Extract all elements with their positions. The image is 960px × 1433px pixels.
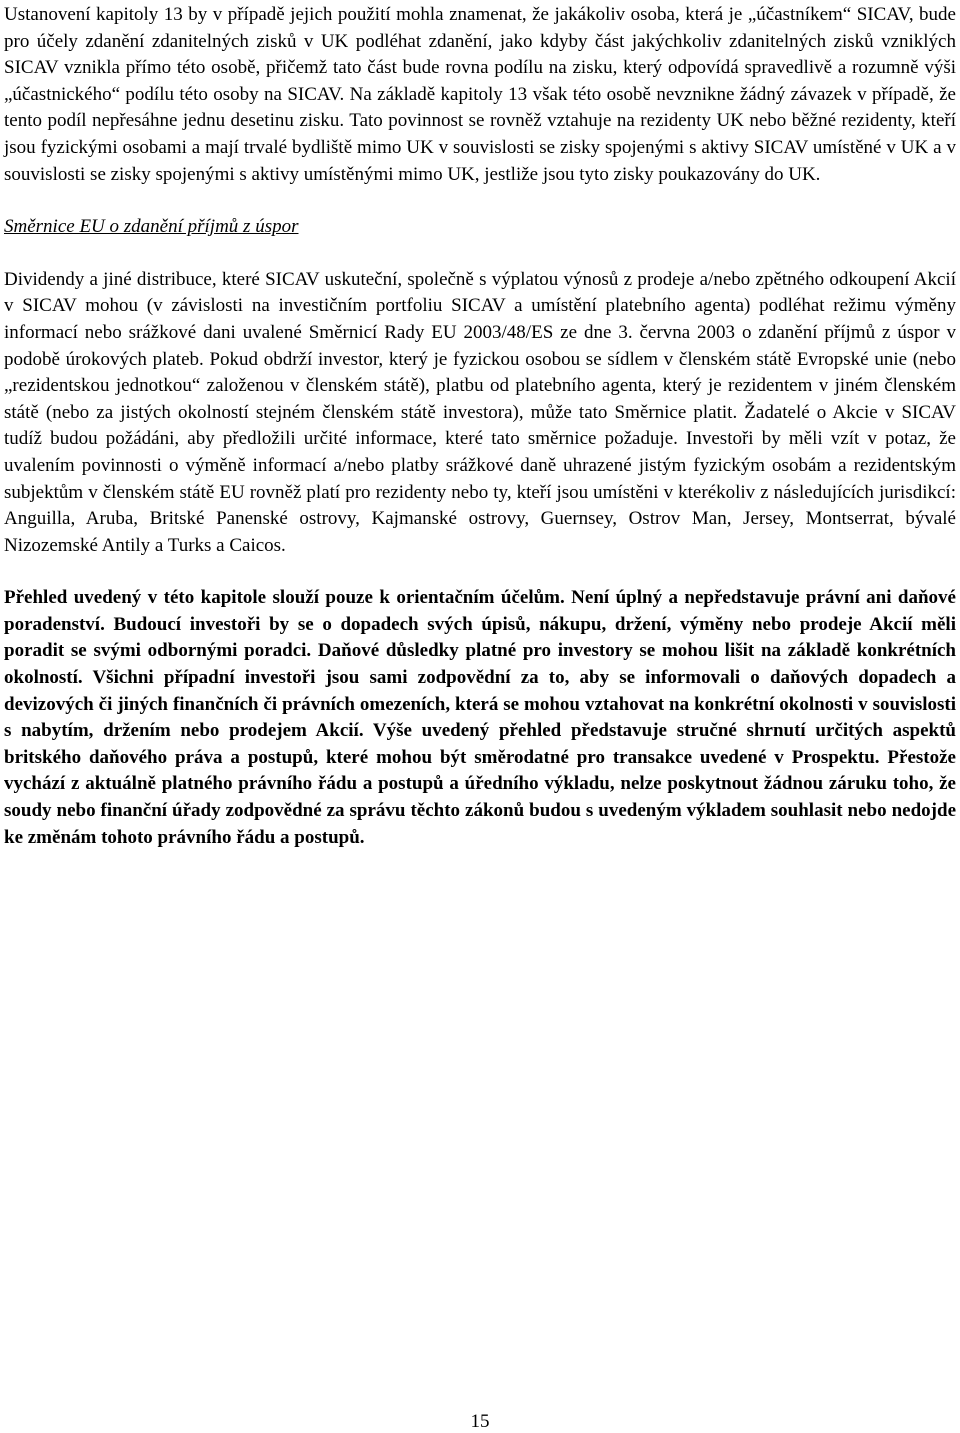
paragraph-disclaimer: Přehled uvedený v této kapitole slouží pouze k orientačním účelům. Není úplný a nepředstavuje právní ani daňové poradenství. Budoucí investoři by se o dopadech svých úpisů, nákupu, držení, výměny nebo prodeje Akcií měli poradit se svými odbornými poradci. Daňové důsledky platné pro investory se mohou lišit na základě konkrétních okolností. Všichni případní investoři jsou sami zodpovědní za to, aby se informovali o daňových dopadech a devizových či jiných finančních či právních omezeních, která se mohou vztahovat na konkrétní okolnosti v souvislosti s nabytím, držením nebo prodejem Akcií. Výše uvedený přehled představuje stručné shrnutí určitých aspektů britského daňového práva a postupů, které mohou být směrodatné pro transakce uvedené v Prospektu. Přestože vychází z aktuálně platného právního řádu a postupů a úředního výkladu, nelze poskytnout žádnou záruku toho, že soudy nebo finanční úřady zodpovědné za správu těchto zákonů budou s uvedeným výkladem souhlasit nebo nedojde ke změnám tohoto právního řádu a postupů. xyxy=(4,587,956,848)
page-number: 15 xyxy=(470,1411,490,1432)
document-page xyxy=(4,0,956,851)
paragraph-chapter-13: Ustanovení kapitoly 13 by v případě jejich použití mohla znamenat, že jakákoliv osoba, která je „účastníkem“ SICAV, bude pro účely zdanění zdanitelných zisků v UK podléhat zdanění, jako kdyby část jakýchkoliv zdanitelných zisků vzniklých SICAV vznikla přímo této osobě, přičemž tato část bude rovna podílu na zisku, který odpovídá spravedlivě a rozumně výši „účastnického“ podílu této osoby na SICAV. Na základě kapitoly 13 však této osobě nevznikne žádný závazek v případě, že tento podíl nepřesáhne jednu desetinu zisku. Tato povinnost se rovněž vztahuje na rezidenty UK nebo běžné rezidenty, kteří jsou fyzickými osobami a mají trvalé bydliště mimo UK v souvislosti se zisky spojenými s aktivy SICAV umístěné v UK a v souvislosti se zisky spojenými s aktivy umístěnými mimo UK, jestliže jsou tyto zisky poukazovány do UK. xyxy=(4,4,956,185)
paragraph-eu-directive: Dividendy a jiné distribuce, které SICAV uskuteční, společně s výplatou výnosů z prodeje a/nebo zpětného odkoupení Akcií v SICAV mohou (v závislosti na investičním portfoliu SICAV a umístění platebního agenta) podléhat režimu výměny informací nebo srážkové dani uvalené Směrnicí Rady EU 2003/48/ES ze dne 3. června 2003 o zdanění příjmů z úspor v podobě úrokových plateb. Pokud obdrží investor, který je fyzickou osobou se sídlem v členském státě Evropské unie (nebo „rezidentskou jednotkou“ založenou v členském státě), platbu od platebního agenta, který je rezidentem v jiném členském státě (nebo za jistých okolností stejném členském státě investora), může tato Směrnice platit. Žadatelé o Akcie v SICAV tudíž budou požádáni, aby předložili určité informace, které tato směrnice požaduje. Investoři by měli vzít v potaz, že uvalením povinnosti o výměně informací a/nebo platby srážkové daně uhrazené jistým fyzickým osobám a rezidentským subjektům v členském státě EU rovněž platí pro rezidenty nebo ty, kteří jsou umístěni v kterékoliv z následujících jurisdikcí: Anguilla, Aruba, Britské Panenské ostrovy, Kajmanské ostrovy, Guernsey, Ostrov Man, Jersey, Montserrat, bývalé Nizozemské Antily a Turks a Caicos. xyxy=(4,268,956,556)
section-heading-eu-savings-directive: Směrnice EU o zdanění příjmů z úspor xyxy=(4,216,299,238)
